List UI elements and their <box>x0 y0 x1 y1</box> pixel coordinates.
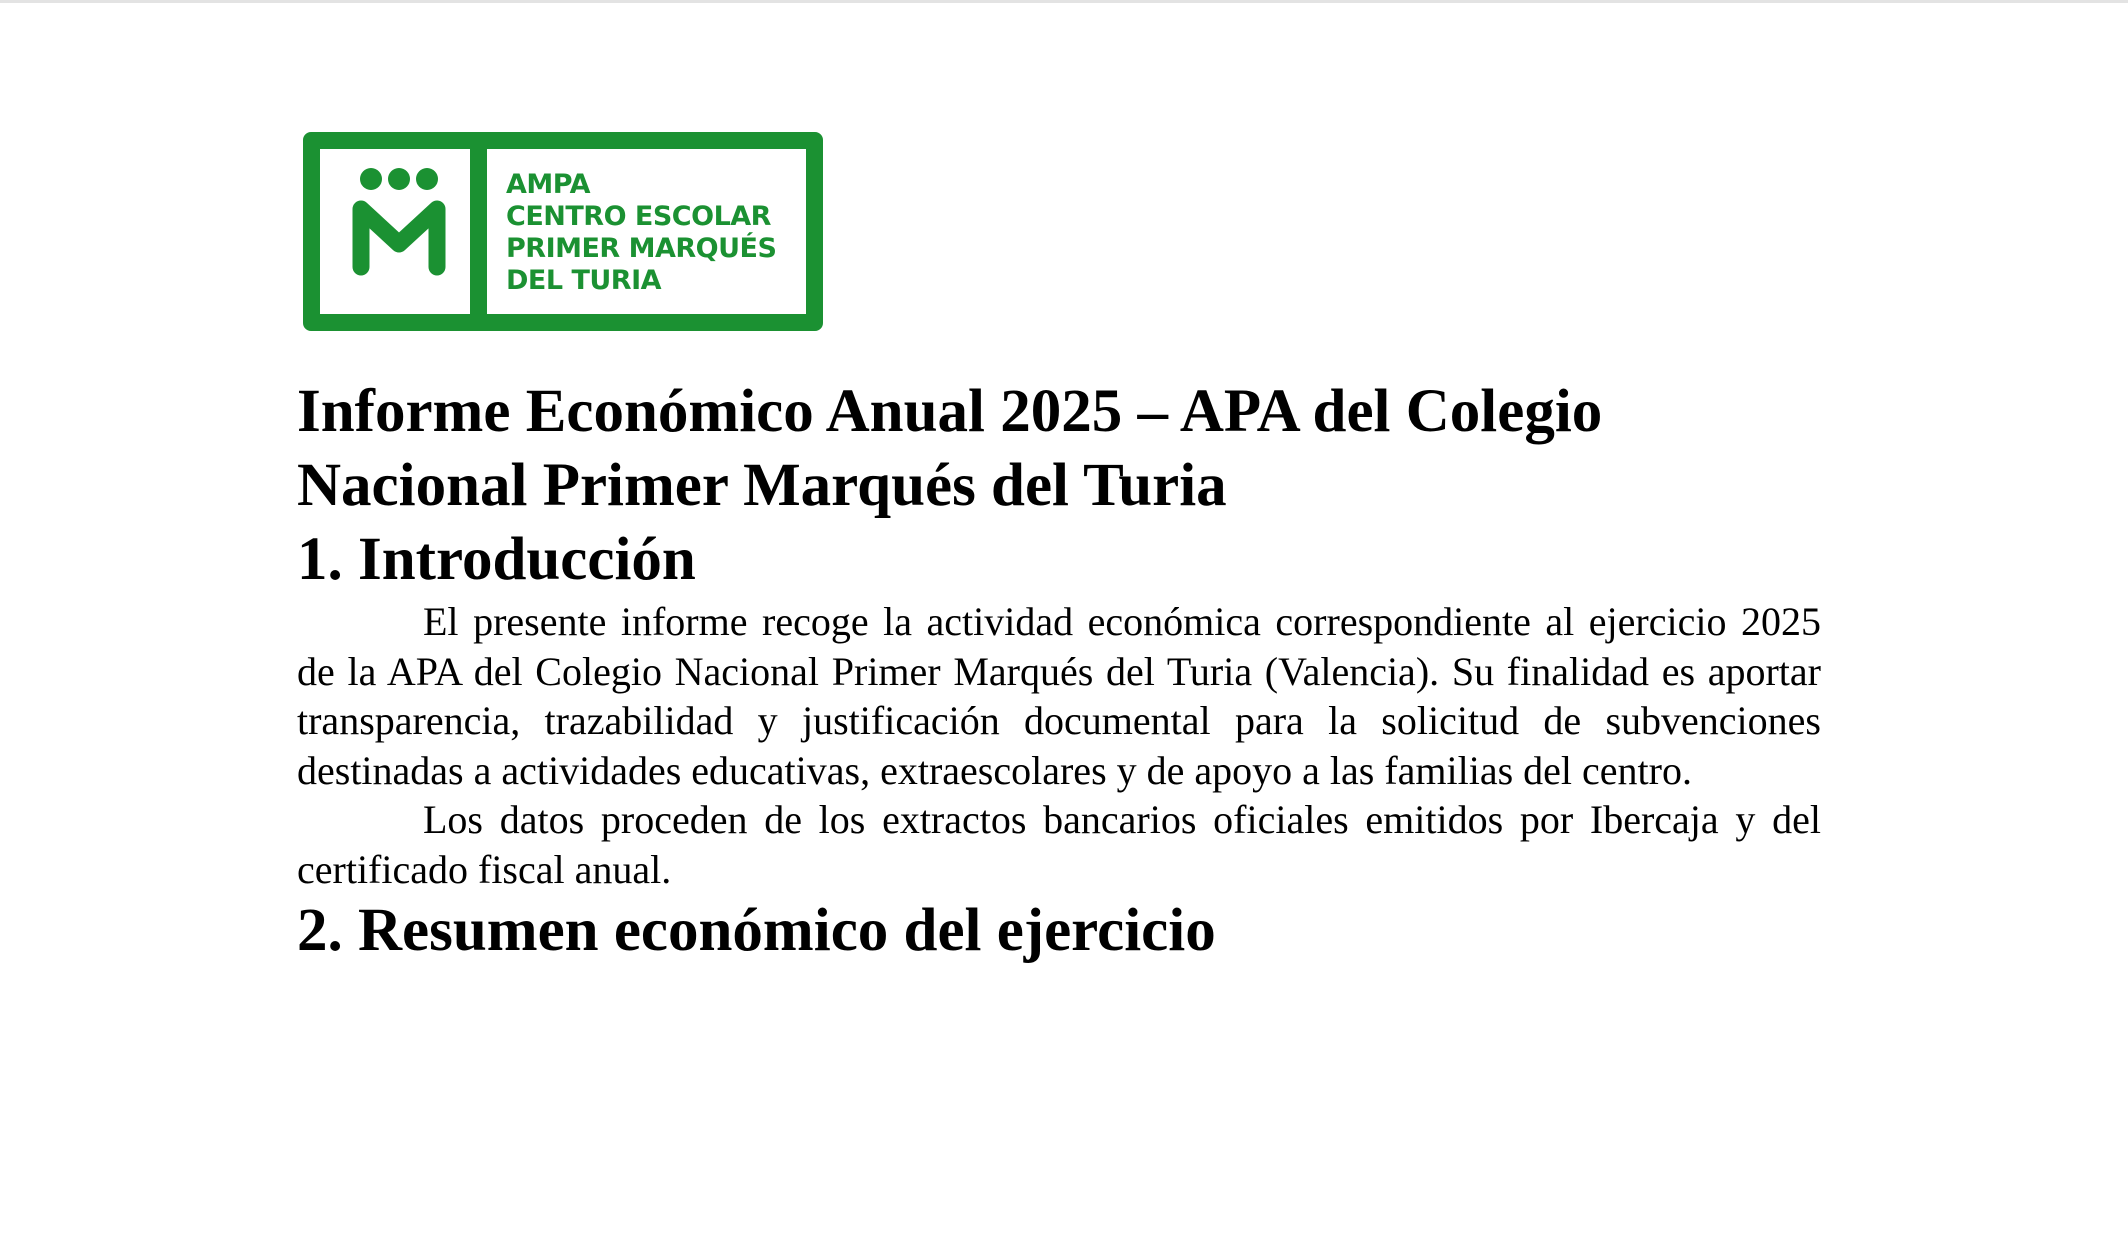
document-title: Informe Económico Anual 2025 – APA del Colegio Nacional Primer Marqués del Turia <box>297 378 1603 519</box>
ampa-dots-m-icon <box>320 149 470 314</box>
logo-line-del-turia: DEL TURIA <box>506 265 662 296</box>
paragraph-intro-2: Los datos proceden de los extractos bancarios oficiales emitidos por Ibercaja y del certificado fiscal anual. <box>297 797 1821 892</box>
logo-line-primer-marques: PRIMER MARQUÉS <box>506 233 777 264</box>
ampa-logo <box>303 132 823 331</box>
section-heading-resumen: 2. Resumen económico del ejercicio <box>297 897 1216 964</box>
logo-text <box>506 169 776 297</box>
section-heading-introduccion: 1. Introducción <box>297 526 696 593</box>
logo-line-ampa: AMPA <box>506 169 590 200</box>
logo-divider <box>470 149 487 314</box>
paragraph-intro-1: El presente informe recoge la actividad económica correspondiente al ejercicio 2025 de la APA del Colegio Nacional Primer Marqués del Turia (Valencia). Su finalidad es aportar transparencia, trazabilidad y justificación documental para la solicitud de subvenciones destinadas a actividades educativas, extraescolares y de apoyo a las familias del centro. <box>297 599 1821 793</box>
logo-line-centro-escolar: CENTRO ESCOLAR <box>506 201 771 232</box>
document-body <box>297 375 1821 968</box>
